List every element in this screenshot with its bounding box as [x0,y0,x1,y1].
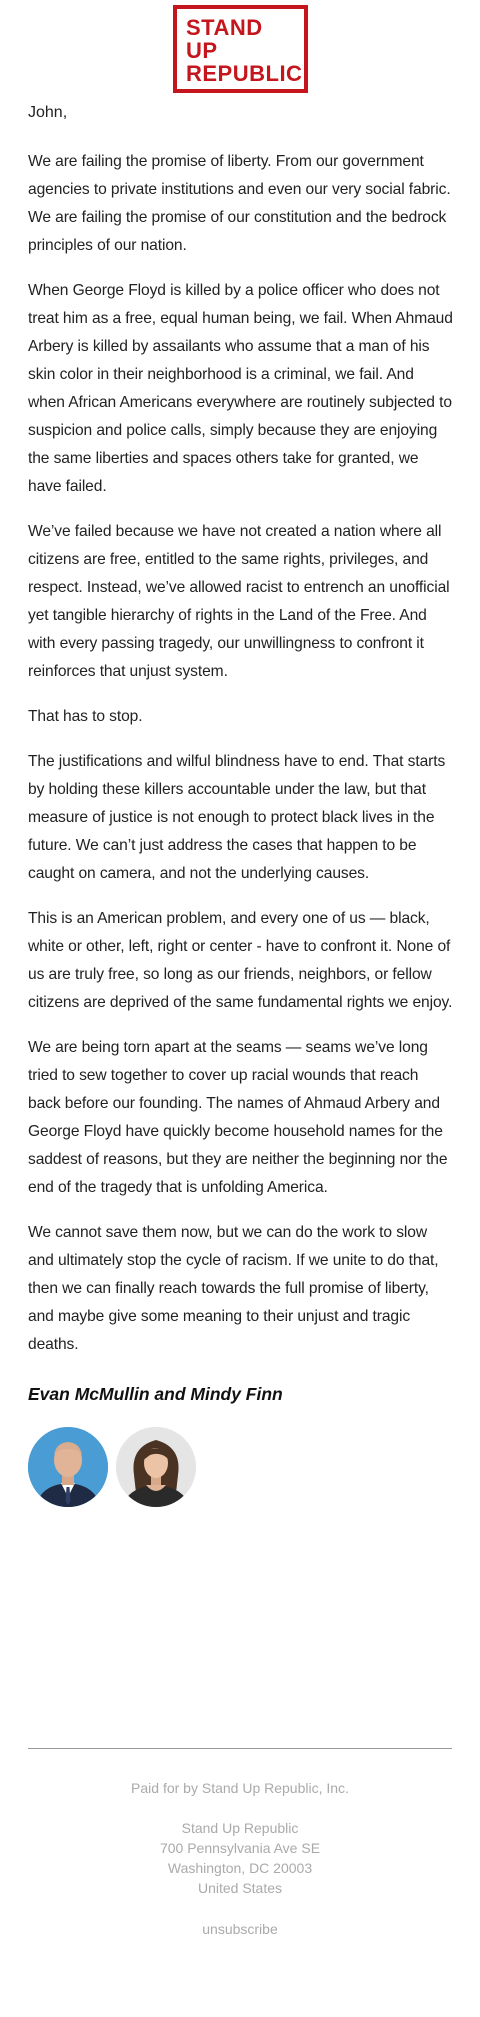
paragraph-5: The justifications and wilful blindness have to end. That starts by holding these killers accountable under the law, but that measure of justice is not enough to protect black lives in the future. We can’t just address the cases that happen to be caught on camera, and not the underlying causes. [28,753,446,882]
unsubscribe-link[interactable]: unsubscribe [202,1921,278,1937]
stand-up-republic-logo [173,5,308,93]
avatar-evan-mcmullin [28,1427,108,1507]
footer-org-name: Stand Up Republic [181,1820,299,1836]
email-body [28,100,454,1376]
footer-street: 700 Pennsylvania Ave SE [159,1840,321,1856]
paragraph-2: When George Floyd is killed by a police officer who does not treat him as a free, equal human being, we fail. When Ahmaud Arbery is killed by assailants who assume that a man of his skin color in their neighborhood is a criminal, we fail. And when African Americans everywhere are routinely subjected to suspicion and police calls, simply because they are enjoying the same liberties and spaces others take for granted, we have failed. [28,282,453,495]
footer-city-line: Washington, DC 20003 [167,1860,313,1876]
salutation: John, [28,104,68,121]
paragraph-6: This is an American problem, and every one of us — black, white or other, left, right or center - have to confront it. None of us are truly free, so long as our friends, neighbors, or fellow citizens are deprived of the same fundamental rights we enjoy. [28,910,453,1011]
paid-for-disclaimer: Paid for by Stand Up Republic, Inc. [131,1780,349,1796]
logo-line-republic: REPUBLIC [186,61,303,86]
signature: Evan McMullin and Mindy Finn [28,1384,283,1404]
paragraph-3: We’ve failed because we have not created a nation where all citizens are free, entitled to the same rights, privileges, and respect. Instead, we’ve allowed racist to entrench an unofficial yet tangible hierarchy of rights in the Land of the Free. And with every passing tragedy, our unwillingness to confront it reinforces that unjust system. [28,523,450,680]
footer-country: United States [197,1880,283,1896]
logo-line-stand: STAND [186,15,263,40]
paragraph-4: That has to stop. [28,708,143,725]
paragraph-8: We cannot save them now, but we can do the work to slow and ultimately stop the cycle of racism. If we unite to do that, then we can finally reach towards the full promise of liberty, and maybe give some meaning to their unjust and tragic deaths. [28,1224,439,1353]
logo-line-up: UP [186,38,218,63]
paragraph-7: We are being torn apart at the seams — seams we’ve long tried to sew together to cover up racial wounds that reach back before our founding. The names of Ahmaud Arbery and George Floyd have quickly become household names for the saddest of reasons, but they are neither the beginning nor the end of the tragedy that is unfolding America. [28,1039,448,1196]
avatar-mindy-finn [116,1427,196,1507]
paragraph-1: We are failing the promise of liberty. From our government agencies to private institutions and even our very social fabric. We are failing the promise of our constitution and the bedrock principles of our nation. [28,153,451,254]
footer-divider [28,1748,452,1749]
